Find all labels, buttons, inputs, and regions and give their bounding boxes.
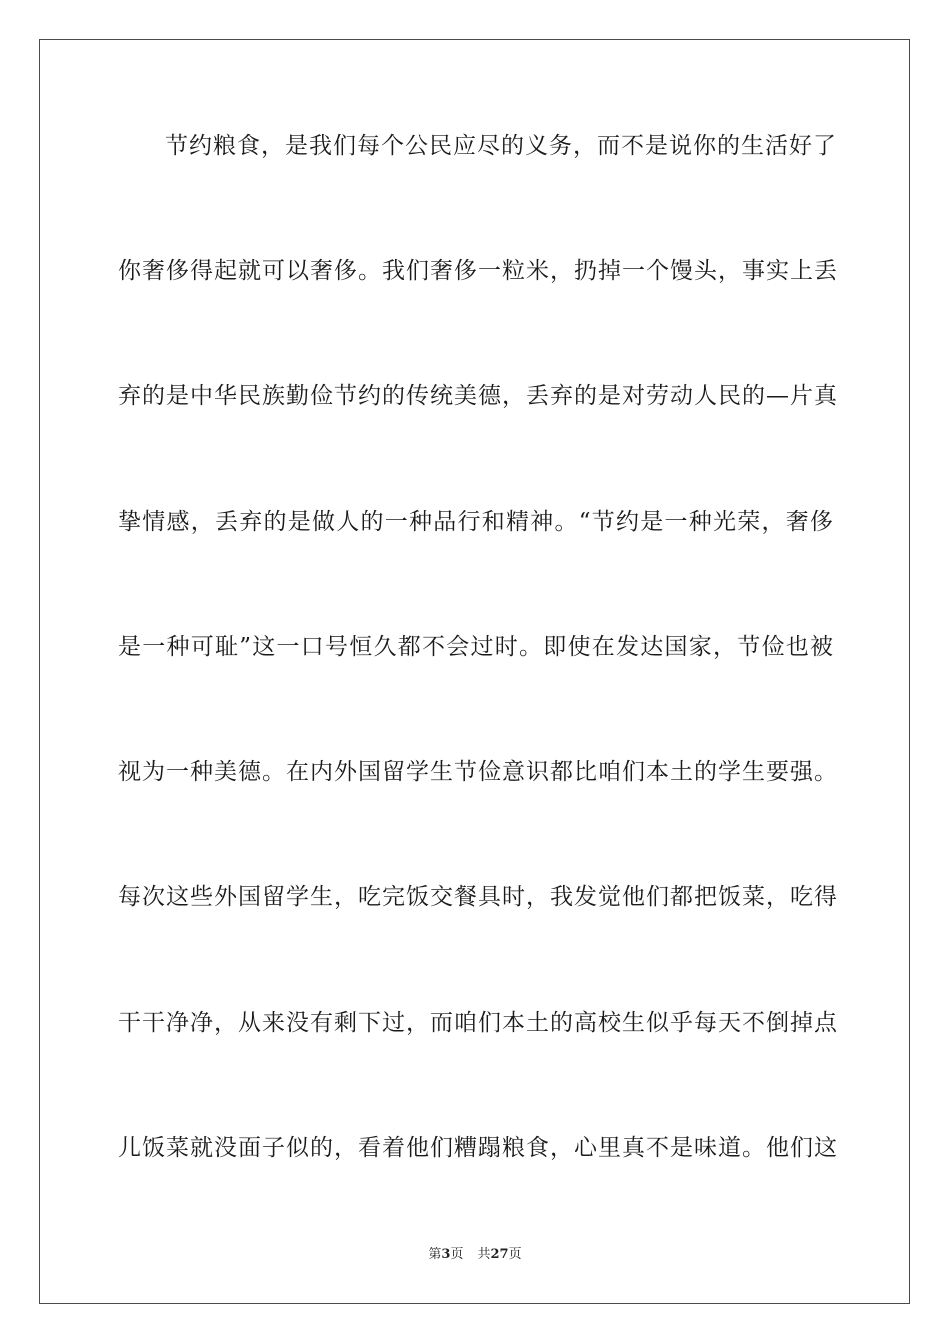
paragraph-line-8: 干干净净，从来没有剩下过，而咱们本土的高校生似乎每天不倒掉点: [118, 1010, 838, 1036]
paragraph-line-5: 是一种可耻”这一口号恒久都不会过时。即使在发达国家，节俭也被: [118, 634, 834, 660]
paragraph-line-4: 挚情感，丢弃的是做人的一种品行和精神。“节约是一种光荣，奢侈: [118, 509, 834, 535]
page-suffix: 页: [450, 1247, 464, 1262]
paragraph-line-3: 弃的是中华民族勤俭节约的传统美德，丢弃的是对劳动人民的—片真: [118, 383, 838, 409]
paragraph-line-6: 视为一种美德。在内外国留学生节俭意识都比咱们本土的学生要强。: [118, 759, 838, 785]
paragraph-line-1: 节约粮食，是我们每个公民应尽的义务，而不是说你的生活好了: [165, 133, 837, 159]
paragraph-line-9: 儿饭菜就没面子似的，看着他们糟蹋粮食，心里真不是味道。他们这: [118, 1135, 838, 1161]
paragraph-line-7: 每次这些外国留学生，吃完饭交餐具时，我发觉他们都把饭菜，吃得: [118, 884, 838, 910]
paragraph-line-2: 你奢侈得起就可以奢侈。我们奢侈一粒米，扔掉一个馒头，事实上丢: [118, 258, 838, 284]
page-border: [39, 39, 910, 1304]
total-prefix: 共: [477, 1247, 491, 1262]
page-footer: [0, 1245, 950, 1265]
total-pages: 27: [490, 1247, 509, 1262]
page-number: 3: [441, 1247, 451, 1262]
total-suffix: 页: [508, 1247, 522, 1262]
page-prefix: 第: [428, 1247, 442, 1262]
